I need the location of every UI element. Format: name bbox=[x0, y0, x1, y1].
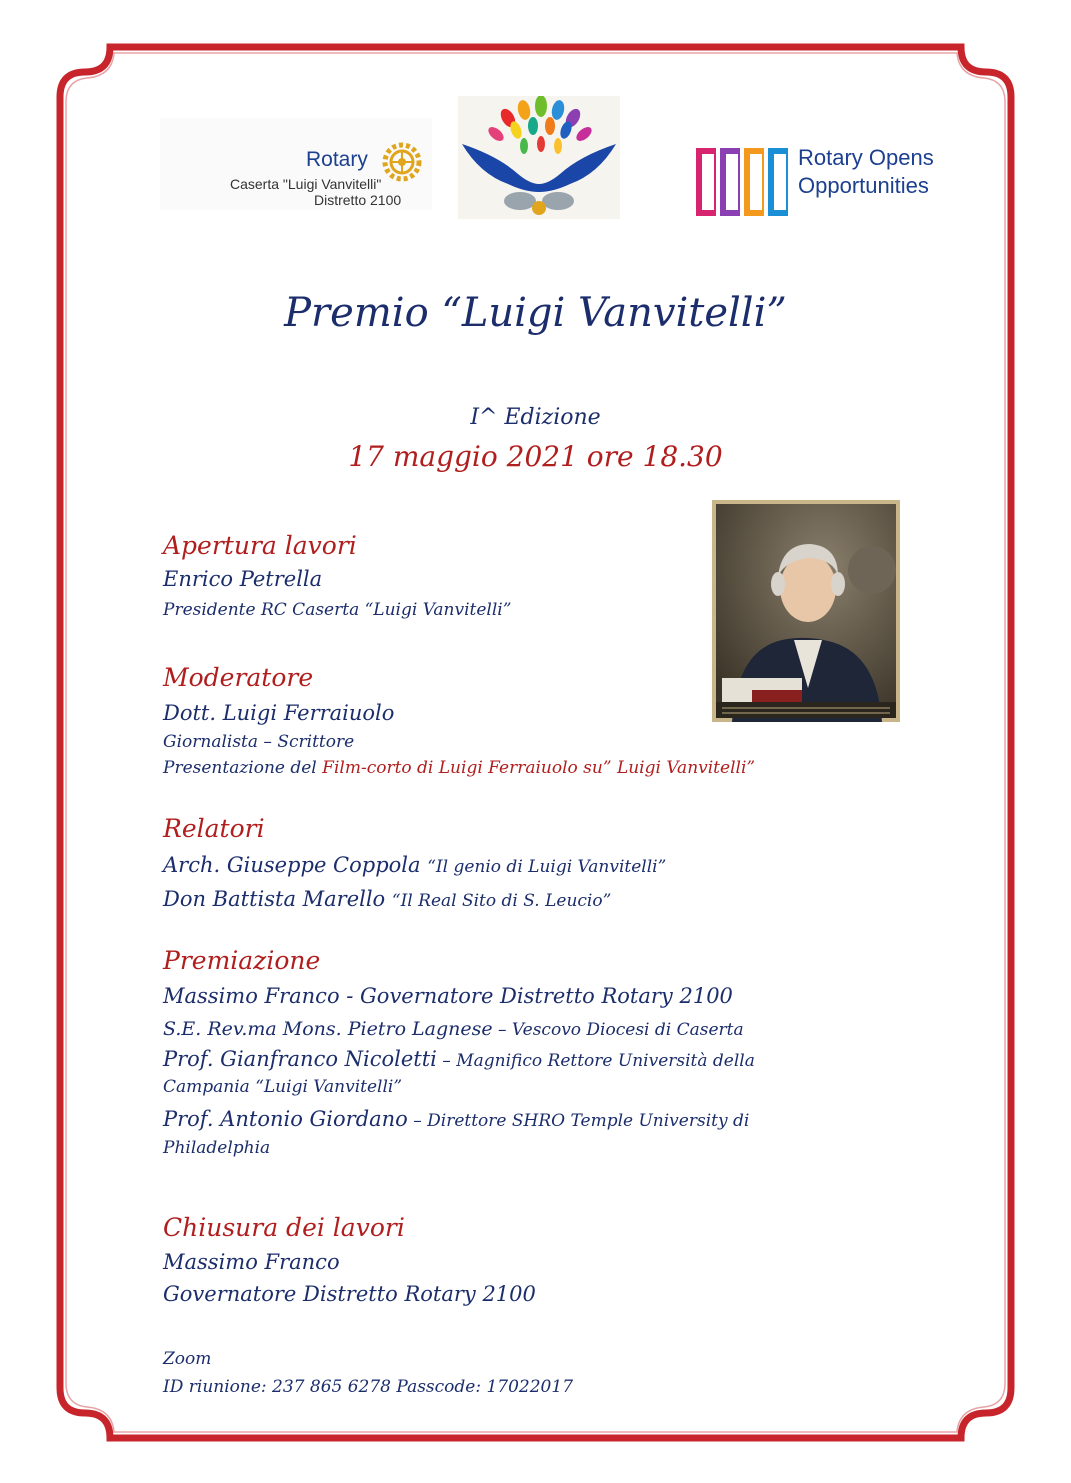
rotary-opens-text bbox=[798, 144, 934, 200]
award-rest: – Vescovo Diocesi di Caserta bbox=[492, 1020, 744, 1040]
speaker-talk: “Il genio di Luigi Vanvitelli” bbox=[427, 857, 667, 877]
apertura-role: Presidente RC Caserta “Luigi Vanvitelli” bbox=[163, 600, 512, 620]
heading-relatori: Relatori bbox=[163, 814, 265, 843]
rotary-club-name: Caserta "Luigi Vanvitelli" bbox=[230, 176, 382, 192]
moderatore-presentation bbox=[163, 758, 755, 778]
edition-label: I^ Edizione bbox=[470, 405, 601, 430]
rotary-opens-line2: Opportunities bbox=[798, 173, 929, 198]
award-main: S.E. Rev.ma Mons. Pietro Lagnese bbox=[163, 1018, 493, 1040]
award-rest: – Magnifico Rettore Università della bbox=[436, 1051, 755, 1071]
chiusura-name: Massimo Franco bbox=[163, 1250, 340, 1274]
portrait-image bbox=[712, 500, 900, 722]
award-rest: Philadelphia bbox=[163, 1138, 271, 1158]
leaves-hands-emblem bbox=[458, 96, 620, 219]
presentation-prefix: Presentazione del bbox=[163, 758, 323, 778]
presentation-film-title: Film-corto di Luigi Ferraiuolo su” Luigi Vanvitelli” bbox=[322, 758, 756, 778]
zoom-label: Zoom bbox=[163, 1349, 212, 1369]
rotary-wheel-icon bbox=[382, 142, 422, 182]
event-date: 17 maggio 2021 ore 18.30 bbox=[348, 440, 723, 473]
award-line bbox=[163, 1077, 402, 1097]
rotary-opens-line1: Rotary Opens bbox=[798, 145, 934, 170]
speaker-row bbox=[163, 853, 666, 877]
moderatore-name: Dott. Luigi Ferraiuolo bbox=[163, 701, 395, 725]
award-line bbox=[163, 984, 733, 1008]
heading-apertura: Apertura lavori bbox=[163, 531, 357, 560]
doors-icon bbox=[694, 142, 794, 220]
award-line bbox=[163, 1138, 270, 1158]
award-line bbox=[163, 1107, 749, 1131]
zoom-meeting-details: ID riunione: 237 865 6278 Passcode: 17022017 bbox=[163, 1377, 574, 1397]
award-main: Prof. Gianfranco Nicoletti bbox=[163, 1047, 437, 1071]
rotary-district: Distretto 2100 bbox=[314, 192, 402, 208]
moderatore-role: Giornalista – Scrittore bbox=[163, 732, 355, 752]
heading-moderatore: Moderatore bbox=[163, 663, 314, 692]
speaker-name: Arch. Giuseppe Coppola bbox=[163, 853, 421, 877]
award-main: Prof. Antonio Giordano bbox=[163, 1107, 408, 1131]
rotary-wordmark: Rotary bbox=[306, 148, 368, 171]
speaker-name: Don Battista Marello bbox=[163, 887, 386, 911]
speaker-talk: “Il Real Sito di S. Leucio” bbox=[391, 891, 612, 911]
heading-premiazione: Premiazione bbox=[163, 946, 321, 975]
award-rest: – Direttore SHRO Temple University di bbox=[407, 1111, 750, 1131]
apertura-name: Enrico Petrella bbox=[163, 567, 323, 591]
heading-chiusura: Chiusura dei lavori bbox=[163, 1213, 405, 1242]
emblem-graphic bbox=[458, 96, 620, 219]
award-main: Massimo Franco - Governatore Distretto Rotary 2100 bbox=[163, 984, 733, 1008]
rotary-club-logo bbox=[160, 118, 432, 210]
award-line bbox=[163, 1016, 744, 1040]
award-rest: Campania “Luigi Vanvitelli” bbox=[163, 1077, 403, 1097]
page-title: Premio “Luigi Vanvitelli” bbox=[284, 290, 787, 336]
speaker-row bbox=[163, 887, 611, 911]
chiusura-role: Governatore Distretto Rotary 2100 bbox=[163, 1282, 536, 1306]
portrait-painting bbox=[712, 500, 900, 722]
award-line bbox=[163, 1047, 755, 1071]
rotary-opens-opportunities-logo bbox=[694, 142, 934, 220]
